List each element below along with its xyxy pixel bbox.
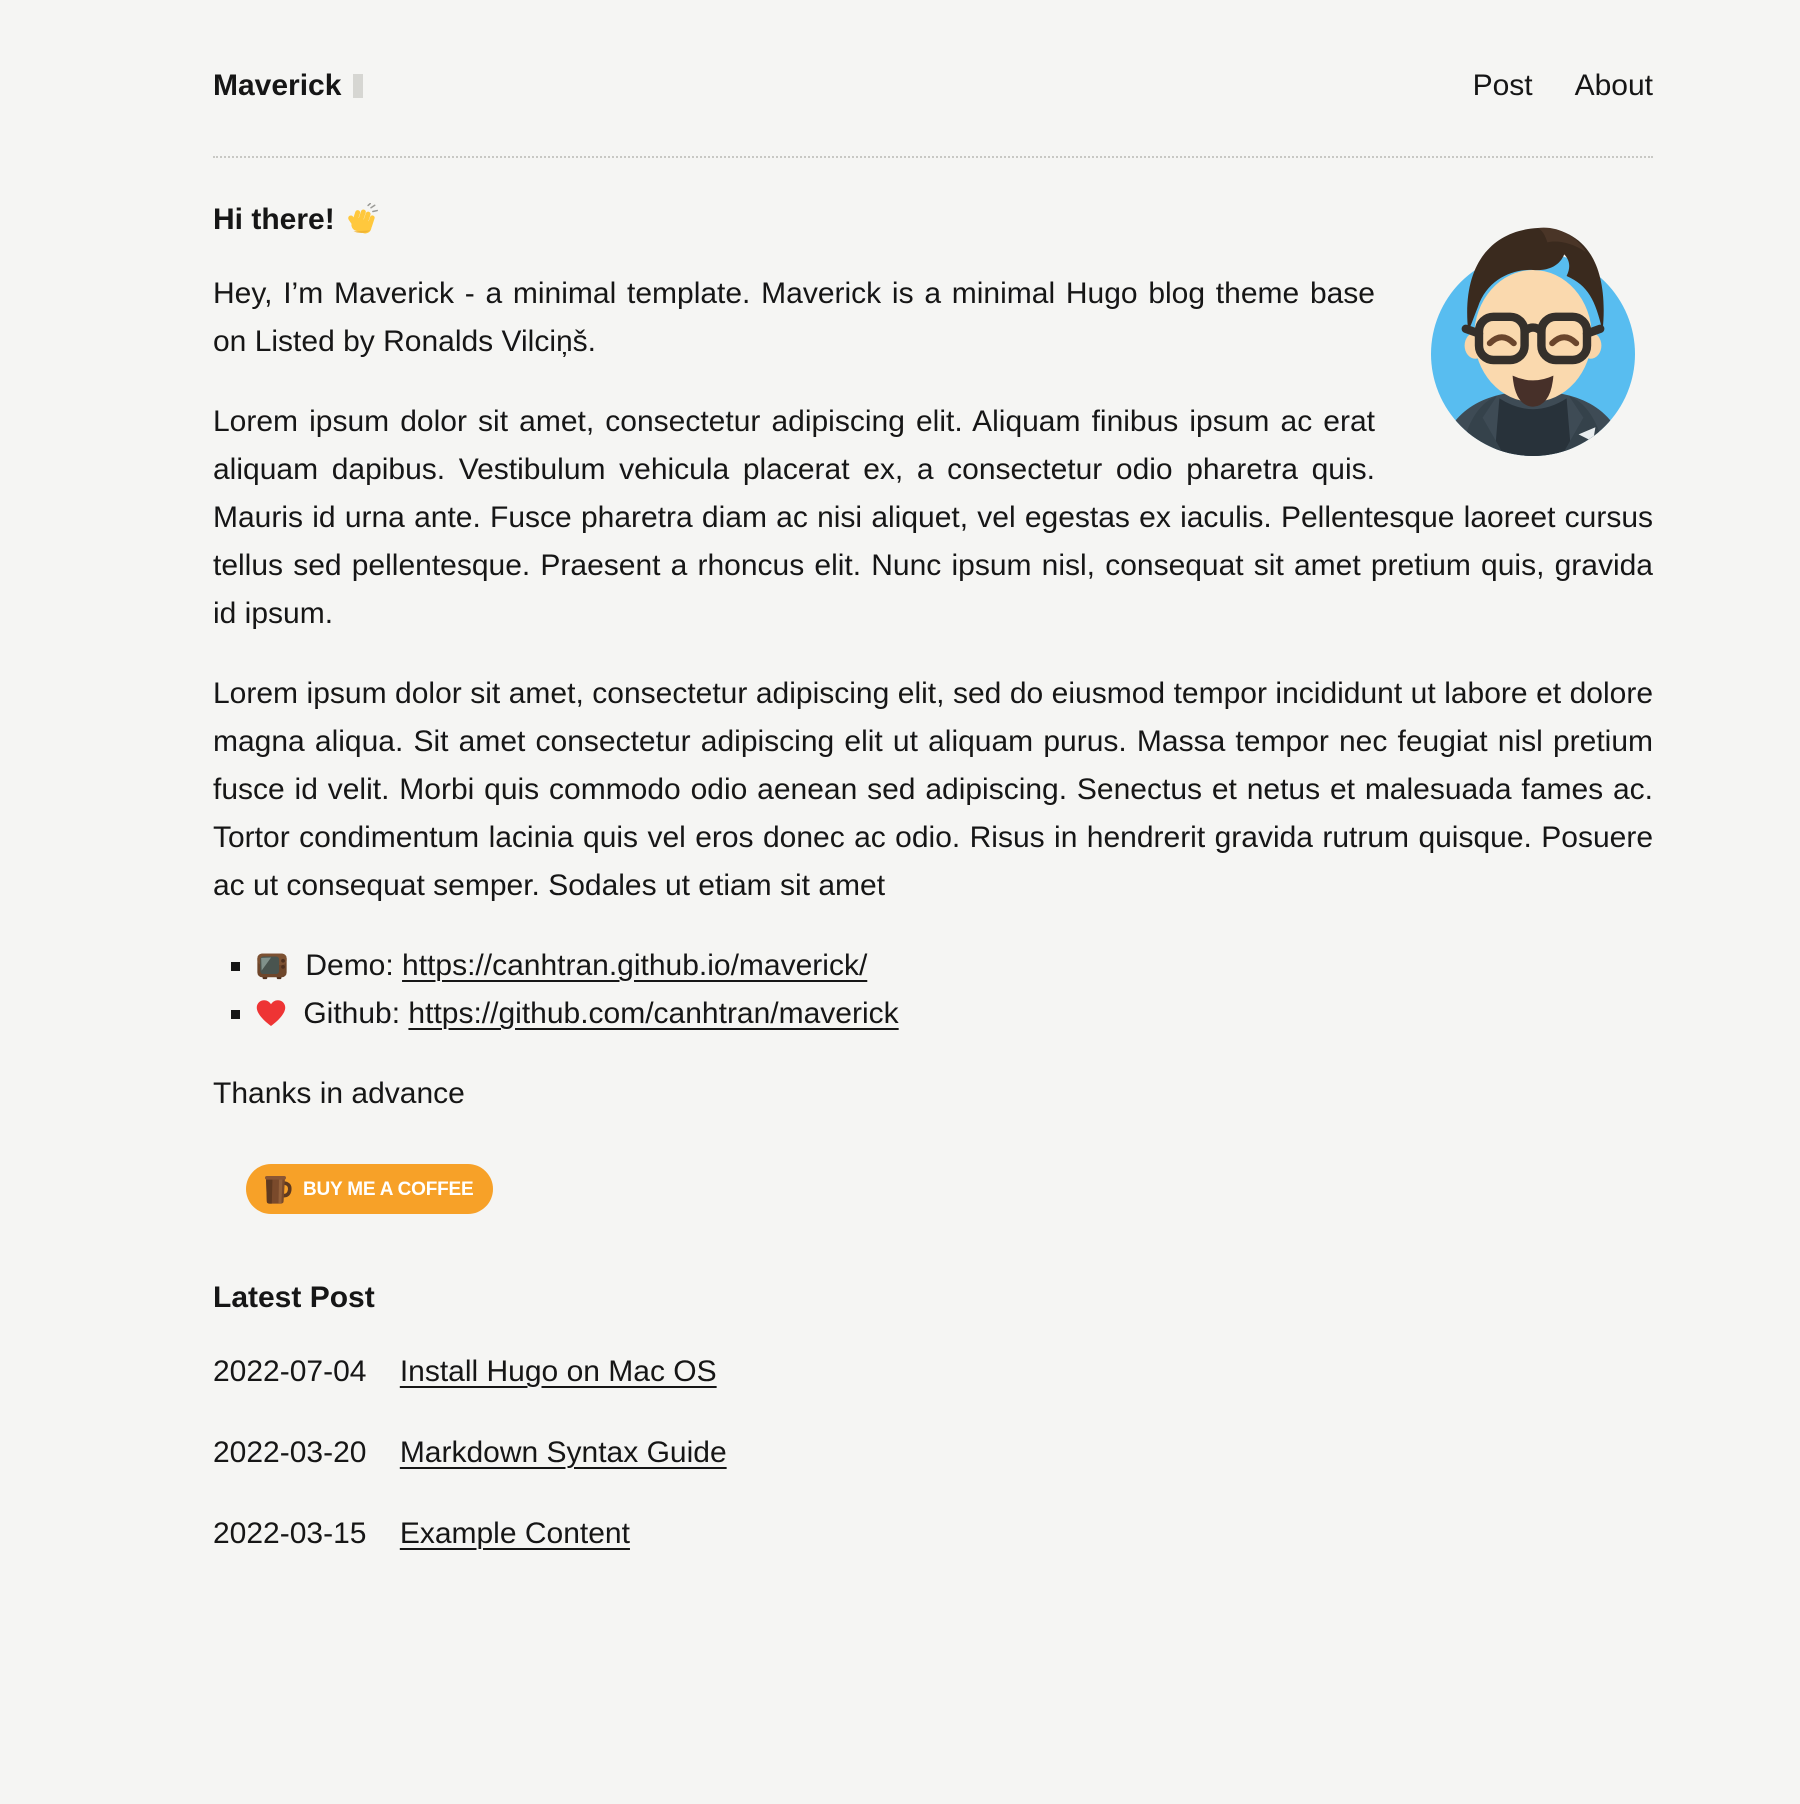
post-date: 2022-07-04 [213, 1355, 367, 1388]
intro-paragraph-3: Lorem ipsum dolor sit amet, consectetur adipiscing elit, sed do eiusmod tempor incididunt ut labore et dolore magna aliqua. Sit amet consectetur adipiscing elit ut aliquam purus. Massa tempor nec feugiat nisl pretium fusce id velit. Morbi quis commodo odio aenean sed adipiscing. Senectus et netus et malesuada fames ac. Tortor condimentum lacinia quis vel eros donec ac odio. Risus in hendrerit gravida rutrum quisque. Posuere ac ut consequat semper. Sodales ut etiam sit amet [213, 677, 1653, 902]
avatar [1413, 216, 1653, 456]
red-heart-emoji [255, 998, 287, 1030]
post-row [213, 1510, 1653, 1558]
contact-label: Github: [303, 997, 401, 1030]
thanks-text: Thanks in advance [213, 1077, 465, 1110]
post-link-install-hugo[interactable]: Install Hugo on Mac OS [399, 1355, 717, 1388]
cursor-block-icon [353, 74, 363, 98]
waving-hand-emoji [345, 203, 379, 237]
intro-heading [213, 202, 1375, 238]
list-item-demo [255, 942, 1653, 990]
main-nav [1473, 62, 1653, 110]
page-container [213, 0, 1653, 1558]
tv-emoji [255, 948, 289, 982]
post-date: 2022-03-20 [213, 1436, 367, 1469]
intro-paragraph-2: Lorem ipsum dolor sit amet, consectetur adipiscing elit. Aliquam finibus ipsum ac erat aliquam dapibus. Vestibulum vehicula placerat ex, a consectetur odio pharetra quis. Mauris id urna ante. Fusce pharetra diam ac nisi aliquet, vel egestas ex iaculis. Pellentesque laoreet cursus tellus sed pellentesque. Praesent a rhoncus elit. Nunc ipsum nisl, consequat sit amet pretium quis, gravida id ipsum. [213, 405, 1653, 630]
coffee-mug-icon [258, 1171, 294, 1207]
post-link-markdown-guide[interactable]: Markdown Syntax Guide [399, 1436, 727, 1469]
site-title [213, 68, 363, 104]
intro-paragraph-1: Hey, I’m Maverick - a minimal template. Maverick is a minimal Hugo blog theme base on Listed by Ronalds Vilciņš. [213, 277, 1375, 358]
intro-heading-text: Hi there! [213, 203, 335, 236]
site-header [213, 0, 1653, 158]
github-link[interactable]: https://github.com/canhtran/maverick [408, 997, 899, 1030]
contact-links-list [213, 942, 1653, 1038]
post-date: 2022-03-15 [213, 1517, 367, 1550]
buy-me-a-coffee-label: BUY ME A COFFEE [303, 1178, 474, 1200]
demo-link[interactable]: https://canhtran.github.io/maverick/ [402, 949, 868, 982]
post-link-example-content[interactable]: Example Content [399, 1517, 630, 1550]
contact-label: Demo: [305, 949, 394, 982]
buy-me-a-coffee-button[interactable] [246, 1164, 493, 1214]
nav-item-post[interactable]: Post [1472, 69, 1533, 102]
list-item-github [255, 990, 1653, 1038]
post-row [213, 1429, 1653, 1477]
nav-item-about[interactable]: About [1574, 69, 1653, 102]
post-row [213, 1348, 1653, 1396]
latest-posts-list [213, 1348, 1653, 1558]
latest-post-heading: Latest Post [213, 1281, 375, 1314]
site-title-text: Maverick [213, 69, 342, 102]
